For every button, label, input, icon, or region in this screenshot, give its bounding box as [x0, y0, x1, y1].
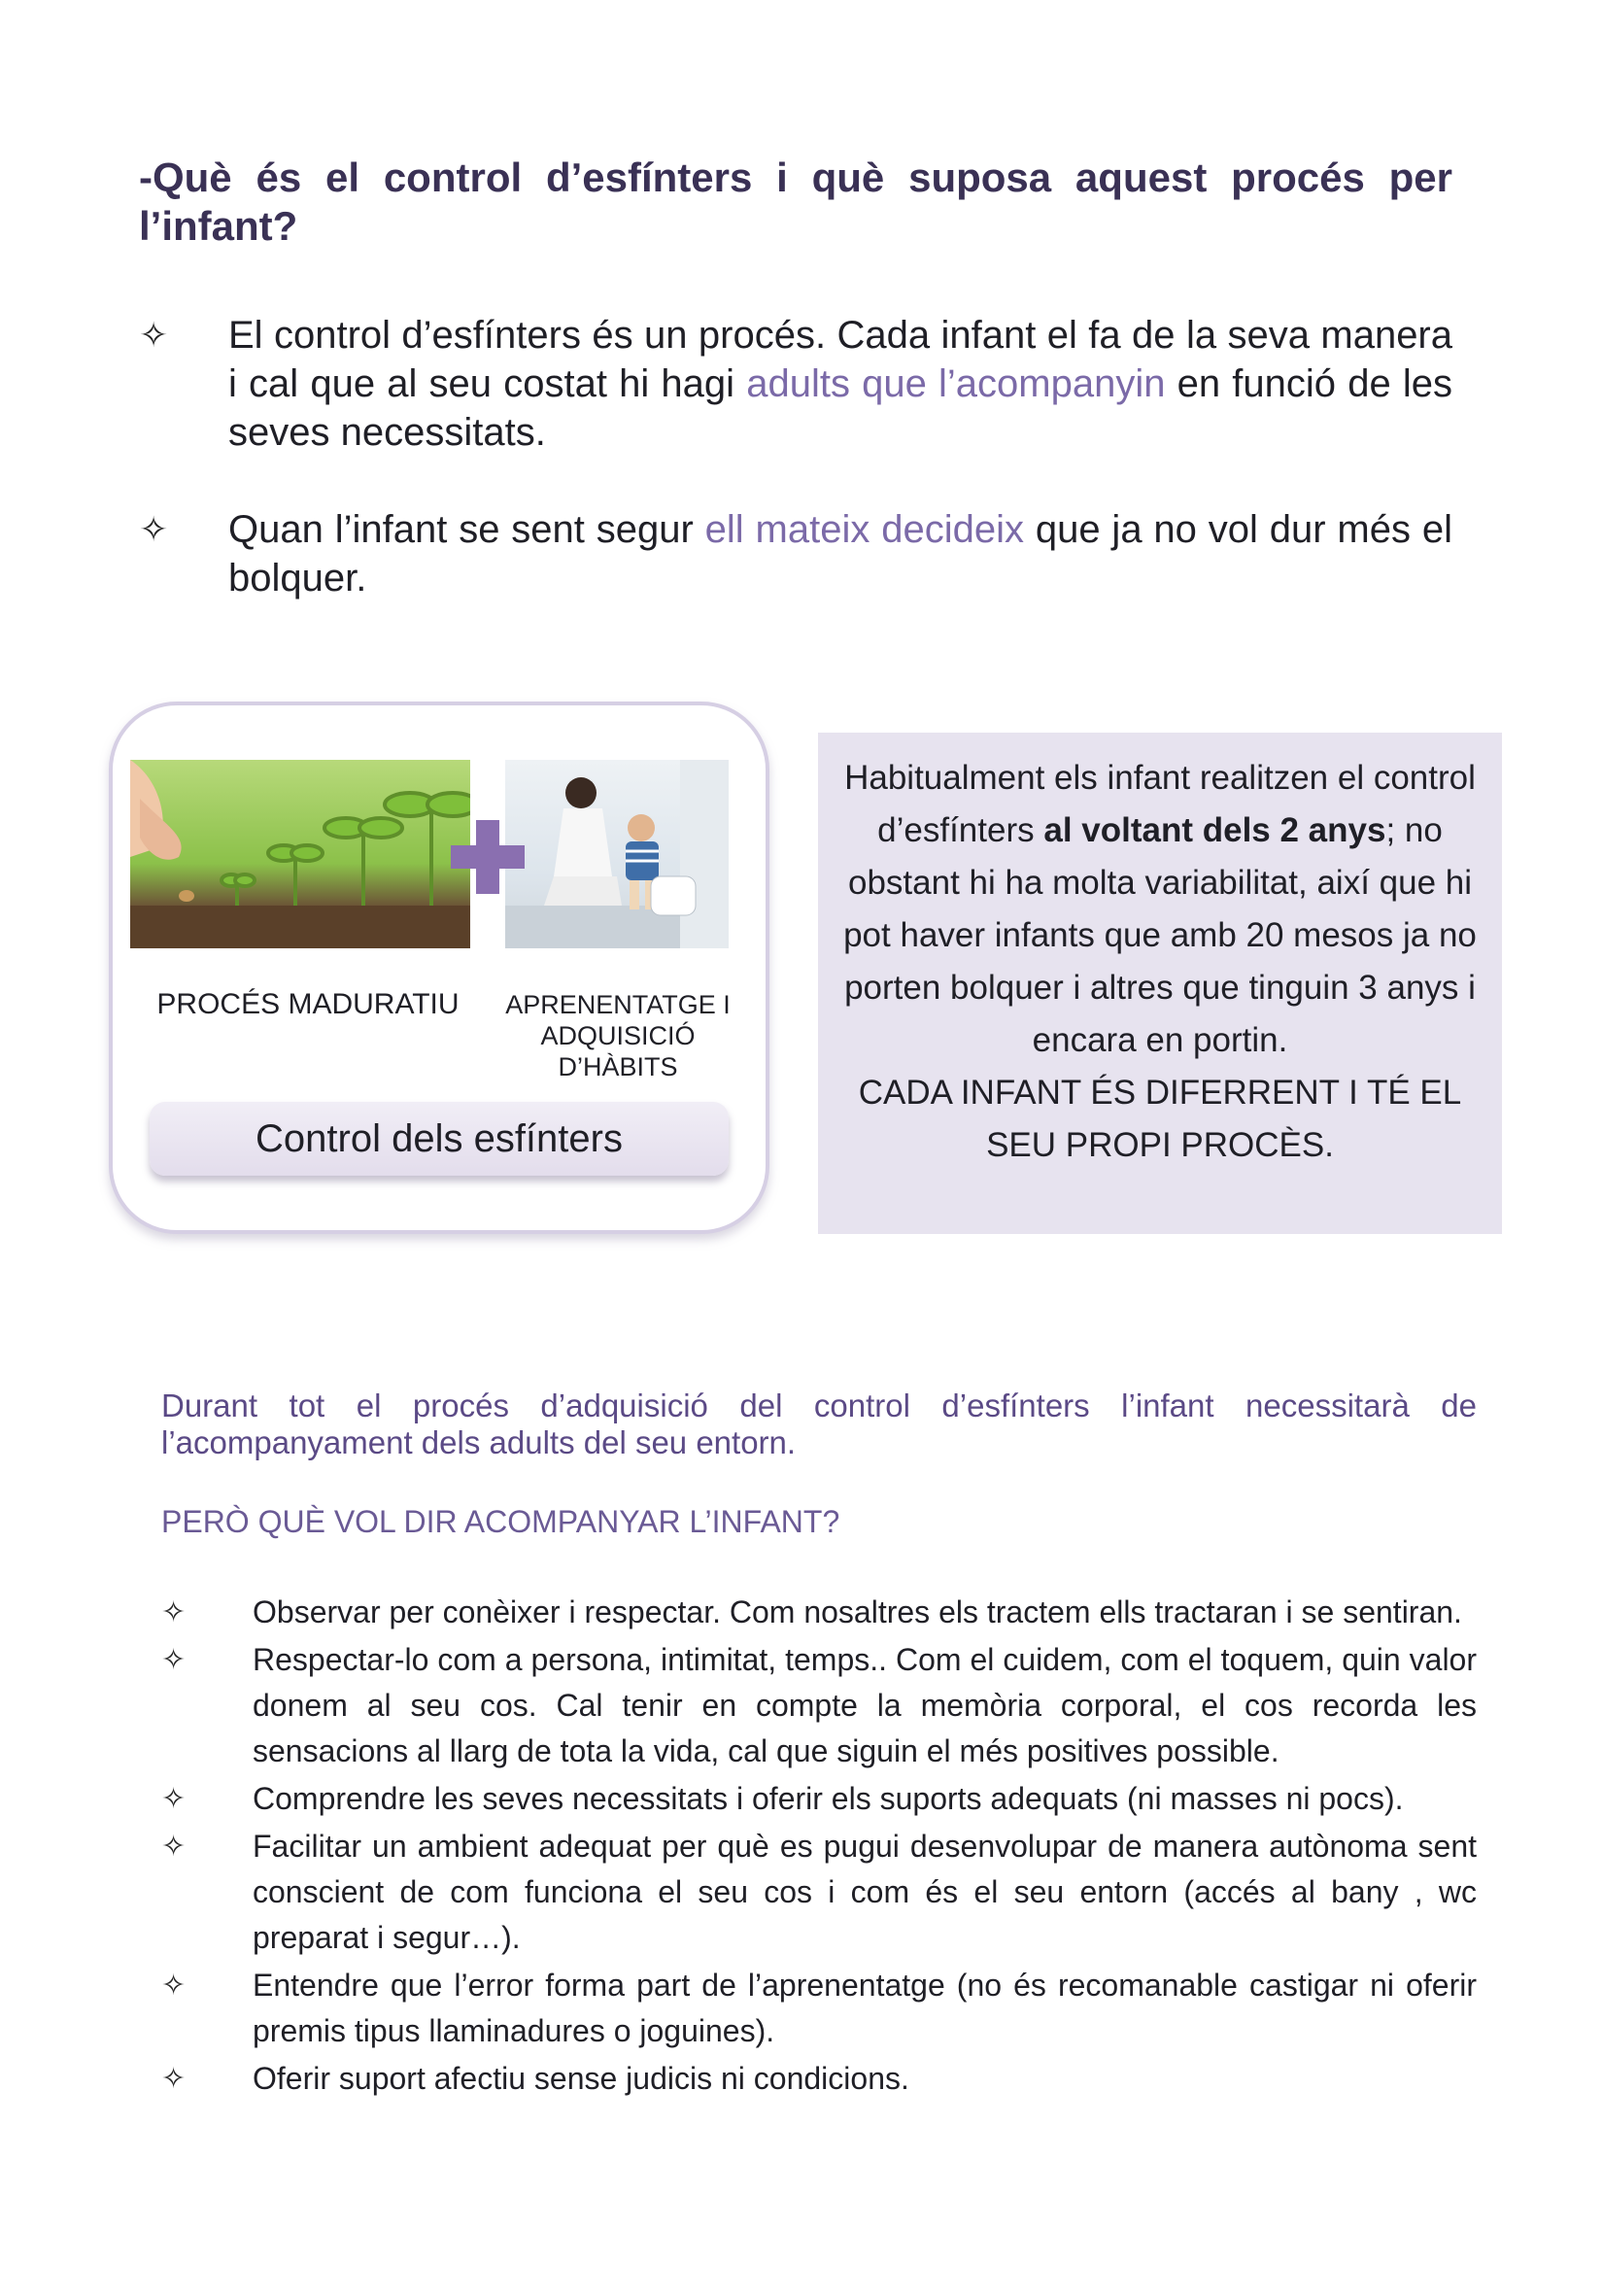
potty-training-image	[505, 760, 729, 948]
highlight-text: adults que l’acompanyin	[746, 362, 1166, 405]
star-bullet-icon: ✧	[139, 509, 169, 549]
info-box-caps: CADA INFANT ÉS DIFERRENT I TÉ EL SEU PROPI PROCÈS.	[858, 1074, 1462, 1164]
star-bullet-icon: ✧	[161, 1644, 187, 1676]
accompany-list	[161, 1590, 1477, 2104]
age-highlight: al voltant dels 2 anys	[1043, 811, 1386, 849]
plant-growth-image	[130, 760, 470, 948]
list-item: ✧ Oferir suport afectiu sense judicis ni condicions.	[161, 2056, 1477, 2102]
list-item: ✧ Respectar-lo com a persona, intimitat, temps.. Com el cuidem, com el toquem, quin valor donem al seu cos. Cal tenir en compte la memòria corporal, el cos recorda les sensacions al llarg de tota la vida, cal que siguin el més positives possible.	[161, 1637, 1477, 1774]
page-title: -Què és el control d’esfínters i què suposa aquest procés per l’infant?	[139, 154, 1452, 249]
result-label: Control dels esfínters	[150, 1102, 729, 1176]
info-box: Habitualment els infant realitzen el control d’esfínters al voltant dels 2 anys; no obstant hi ha molta variabilitat, així que hi pot haver infants que amb 20 mesos ja no porten bolquer i altres que tinguin 3 anys i encara en portin. CADA INFANT ÉS DIFERRENT I TÉ EL SEU PROPI PROCÈS.	[818, 733, 1502, 1234]
list-item: ✧ Facilitar un ambient adequat per què es pugui desenvolupar de manera autònoma sent conscient de com funciona el seu cos i com és el seu entorn (accés al bany , wc preparat i segur…).	[161, 1824, 1477, 1961]
sphincter-control-diagram	[109, 702, 769, 1234]
list-item: ✧ Observar per conèixer i respectar. Com nosaltres els tractem ells tractaran i se sentiran.	[161, 1590, 1477, 1635]
star-bullet-icon: ✧	[161, 1831, 187, 1863]
star-bullet-icon: ✧	[161, 2063, 187, 2095]
star-bullet-icon: ✧	[161, 1596, 187, 1628]
star-bullet-icon: ✧	[161, 1783, 187, 1815]
intro-bullet: ✧ El control d’esfínters és un procés. Cada infant el fa de la seva manera i cal que al seu costat hi hagi adults que l’acompanyin en funció de les seves necessitats.	[139, 311, 1452, 457]
highlight-text: ell mateix decideix	[704, 508, 1024, 551]
maturation-label: PROCÉS MADURATIU	[156, 988, 460, 1020]
intro-bullet-list	[139, 311, 1452, 651]
list-item: ✧ Comprendre les seves necessitats i oferir els suports adequats (ni masses ni pocs).	[161, 1776, 1477, 1822]
lead-paragraph: Durant tot el procés d’adquisició del control d’esfínters l’infant necessitarà de l’acompanyament dels adults del seu entorn.	[161, 1388, 1477, 1460]
list-item: ✧ Entendre que l’error forma part de l’aprenentatge (no és recomanable castigar ni oferir premis tipus llaminadures o joguines).	[161, 1963, 1477, 2054]
intro-bullet: ✧ Quan l’infant se sent segur ell mateix decideix que ja no vol dur més el bolquer.	[139, 505, 1452, 602]
star-bullet-icon: ✧	[139, 315, 169, 355]
section-question: PERÒ QUÈ VOL DIR ACOMPANYAR L’INFANT?	[161, 1504, 840, 1539]
learning-label: APRENENTATGE I ADQUISICIÓ D’HÀBITS	[505, 990, 731, 1081]
plus-icon	[451, 820, 525, 894]
star-bullet-icon: ✧	[161, 1970, 187, 2002]
